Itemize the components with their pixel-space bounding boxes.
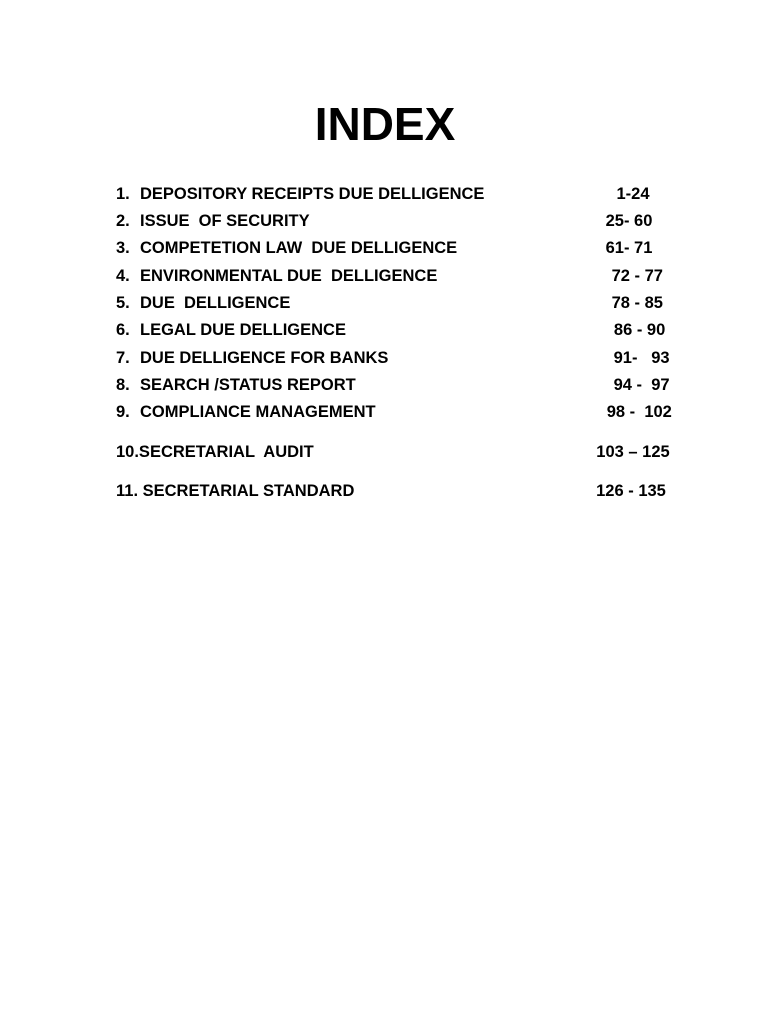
entry-label: SEARCH /STATUS REPORT bbox=[140, 376, 356, 394]
entry-label: ISSUE OF SECURITY bbox=[140, 212, 310, 230]
index-entry bbox=[0, 290, 770, 316]
index-entry bbox=[0, 399, 770, 425]
entry-pages: 98 - 102 bbox=[602, 403, 672, 421]
entry-label: 11. SECRETARIAL STANDARD bbox=[116, 482, 355, 500]
entry-pages: 72 - 77 bbox=[607, 267, 663, 285]
entry-pages: 1-24 bbox=[616, 185, 650, 203]
entry-number: 2. bbox=[116, 212, 130, 230]
entry-number: 6. bbox=[116, 321, 130, 339]
entry-label: COMPETETION LAW DUE DELLIGENCE bbox=[140, 239, 458, 257]
entry-pages: 103 – 125 bbox=[596, 443, 670, 461]
entry-pages: 91- 93 bbox=[604, 349, 670, 367]
entry-number: 4. bbox=[116, 267, 130, 285]
entry-pages: 94 - 97 bbox=[604, 376, 670, 394]
page-title: INDEX bbox=[314, 98, 456, 150]
entry-label: LEGAL DUE DELLIGENCE bbox=[140, 321, 346, 339]
index-entry bbox=[0, 263, 770, 289]
entry-pages: 78 - 85 bbox=[607, 294, 663, 312]
index-entry bbox=[0, 345, 770, 371]
entry-pages: 61- 71 bbox=[605, 239, 653, 257]
entry-pages: 25- 60 bbox=[605, 212, 653, 230]
index-entry bbox=[0, 439, 770, 465]
index-entry bbox=[0, 208, 770, 234]
entry-number: 8. bbox=[116, 376, 130, 394]
entry-label: 10.SECRETARIAL AUDIT bbox=[116, 443, 314, 461]
entry-label: DUE DELLIGENCE bbox=[140, 294, 291, 312]
entry-number: 5. bbox=[116, 294, 130, 312]
entry-pages: 126 - 135 bbox=[596, 482, 666, 500]
index-entry bbox=[0, 478, 770, 504]
entry-number: 7. bbox=[116, 349, 130, 367]
entry-label: COMPLIANCE MANAGEMENT bbox=[140, 403, 376, 421]
index-entry bbox=[0, 372, 770, 398]
entry-label: DEPOSITORY RECEIPTS DUE DELLIGENCE bbox=[140, 185, 485, 203]
entry-number: 1. bbox=[116, 185, 130, 203]
index-entry bbox=[0, 317, 770, 343]
entry-label: DUE DELLIGENCE FOR BANKS bbox=[140, 349, 389, 367]
index-entry bbox=[0, 181, 770, 207]
entry-number: 9. bbox=[116, 403, 130, 421]
entry-number: 3. bbox=[116, 239, 130, 257]
entry-pages: 86 - 90 bbox=[604, 321, 666, 339]
index-entry bbox=[0, 235, 770, 261]
entry-label: ENVIRONMENTAL DUE DELLIGENCE bbox=[140, 267, 438, 285]
